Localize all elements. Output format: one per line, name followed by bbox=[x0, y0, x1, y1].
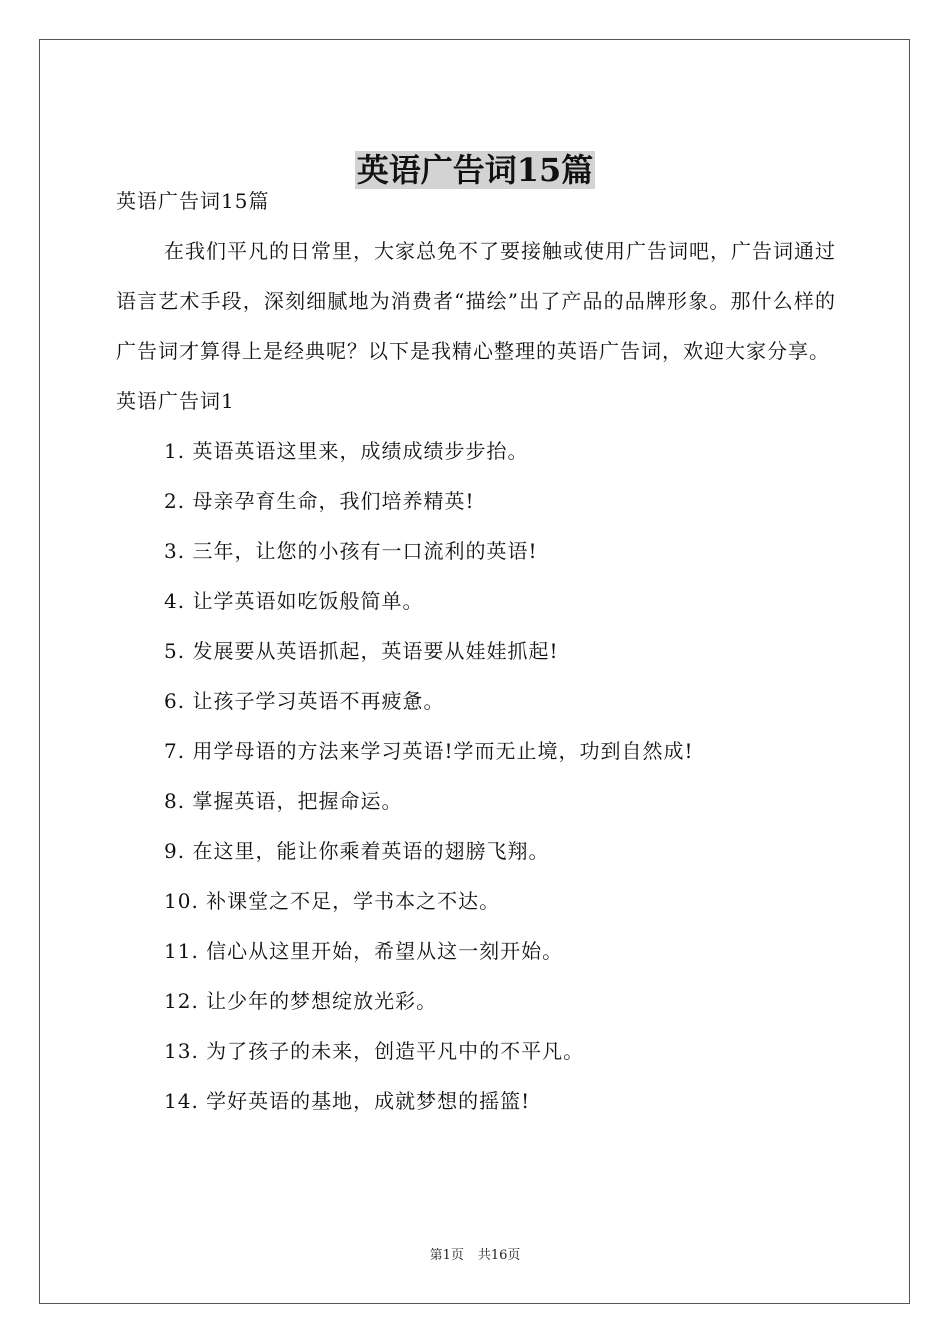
list-item: 3. 三年，让您的小孩有一口流利的英语! bbox=[164, 539, 538, 563]
list-item: 11. 信心从这里开始，希望从这一刻开始。 bbox=[164, 939, 564, 963]
list-item: 5. 发展要从英语抓起，英语要从娃娃抓起! bbox=[164, 639, 559, 663]
intro-paragraph: 在我们平凡的日常里，大家总免不了要接触或使用广告词吧，广告词通过语言艺术手段，深刻细腻地为消费者“描绘”出了产品的品牌形象。那什么样的广告词才算得上是经典呢？以下是我精心整理的英语广告词，欢迎大家分享。 bbox=[116, 239, 836, 363]
list-item: 6. 让孩子学习英语不再疲惫。 bbox=[164, 689, 445, 713]
list-item: 1. 英语英语这里来，成绩成绩步步抬。 bbox=[164, 439, 529, 463]
list-item: 4. 让学英语如吃饭般简单。 bbox=[164, 589, 424, 613]
list-item: 2. 母亲孕育生命，我们培养精英! bbox=[164, 489, 475, 513]
list-item: 10. 补课堂之不足，学书本之不达。 bbox=[164, 889, 501, 913]
list-item: 9. 在这里，能让你乘着英语的翅膀飞翔。 bbox=[164, 839, 550, 863]
section-heading: 英语广告词1 bbox=[116, 389, 235, 413]
document-title-text: 英语广告词15篇 bbox=[356, 151, 594, 190]
list-item: 7. 用学母语的方法来学习英语!学而无止境，功到自然成! bbox=[164, 739, 694, 763]
document-body bbox=[116, 176, 836, 1126]
list-item: 8. 掌握英语，把握命运。 bbox=[164, 789, 403, 813]
page-footer bbox=[0, 1246, 950, 1266]
document-subtitle: 英语广告词15篇 bbox=[116, 189, 270, 213]
list-item: 12. 让少年的梦想绽放光彩。 bbox=[164, 989, 438, 1013]
slogan-list bbox=[116, 426, 836, 1126]
page-number: 第1页 bbox=[429, 1248, 464, 1263]
list-item: 13. 为了孩子的未来，创造平凡中的不平凡。 bbox=[164, 1039, 585, 1063]
page-total: 共16页 bbox=[477, 1248, 521, 1263]
list-item: 14. 学好英语的基地，成就梦想的摇篮! bbox=[164, 1089, 531, 1113]
